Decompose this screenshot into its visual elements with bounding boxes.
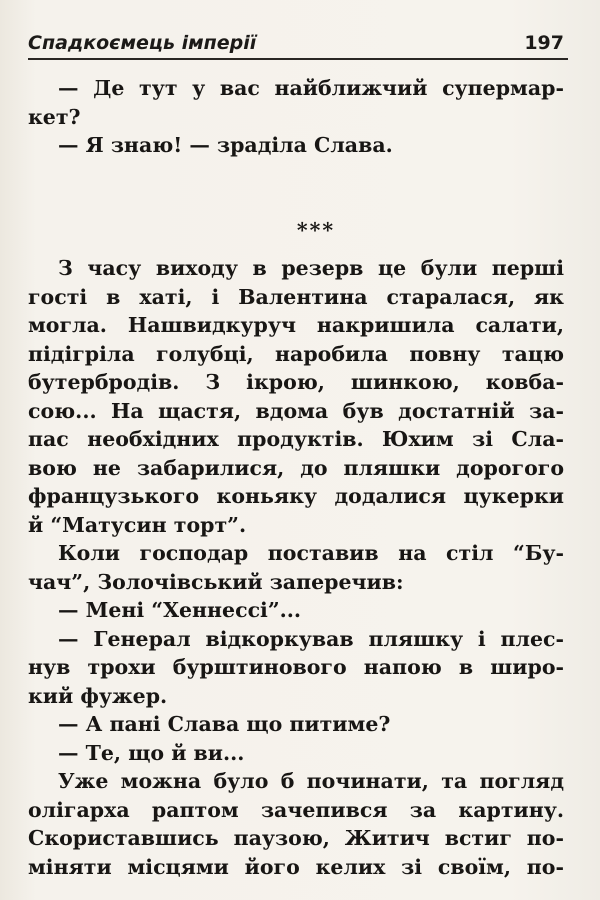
page-body-text (28, 74, 564, 881)
text-line: Скориставшись паузою, Житич встиг по- (28, 826, 564, 850)
text-line: й “Матусин торт”. (28, 512, 247, 537)
text-line: кий фужер. (28, 683, 168, 708)
text-line: — Те, що й ви... (58, 740, 245, 765)
text-line: пас необхідних продуктів. Юхим зі Сла- (28, 427, 564, 451)
page-number: 197 (524, 32, 564, 54)
text-line: — Де тут у вас найближчий супермар- (58, 76, 564, 100)
text-line: кет? (28, 104, 81, 129)
text-line: підігріла голубці, наробила повну тацю (28, 341, 564, 366)
text-line: міняти місцями його келих зі своїм, по- (28, 854, 564, 879)
text-line: могла. Нашвидкуруч накришила салати, (28, 313, 564, 337)
text-line: французького коньяку додалися цукерки (28, 484, 564, 508)
text-line: — Мені “Хеннессі”... (58, 598, 302, 622)
text-line: — Я знаю! — зраділа Слава. (58, 133, 393, 157)
text-line: З часу виходу в резерв це були перші (58, 256, 564, 280)
section-separator: *** (296, 217, 336, 242)
text-line: олігарха раптом зачепився за картину. (28, 797, 564, 822)
running-title: Спадкоємець імперії (28, 32, 257, 54)
text-line: вою не забарилися, до пляшки дорогого (28, 455, 564, 480)
text-line: чач”, Золочівський заперечив: (28, 569, 404, 594)
text-line: гості в хаті, і Валентина старалася, як (28, 284, 564, 309)
text-line: Коли господар поставив на стіл “Бу- (58, 541, 564, 565)
header-divider (28, 58, 568, 60)
text-line: — А пані Слава що питиме? (58, 712, 391, 736)
text-line: бутербродів. З ікрою, шинкою, ковба- (28, 370, 564, 394)
text-line: сою... На щастя, вдома був достатній за- (28, 398, 564, 423)
text-line: Уже можна було б починати, та погляд (58, 769, 564, 793)
text-line: — Генерал відкоркував пляшку і плес- (58, 626, 564, 651)
text-line: нув трохи бурштинового напою в широ- (28, 655, 564, 679)
running-header (28, 30, 568, 60)
